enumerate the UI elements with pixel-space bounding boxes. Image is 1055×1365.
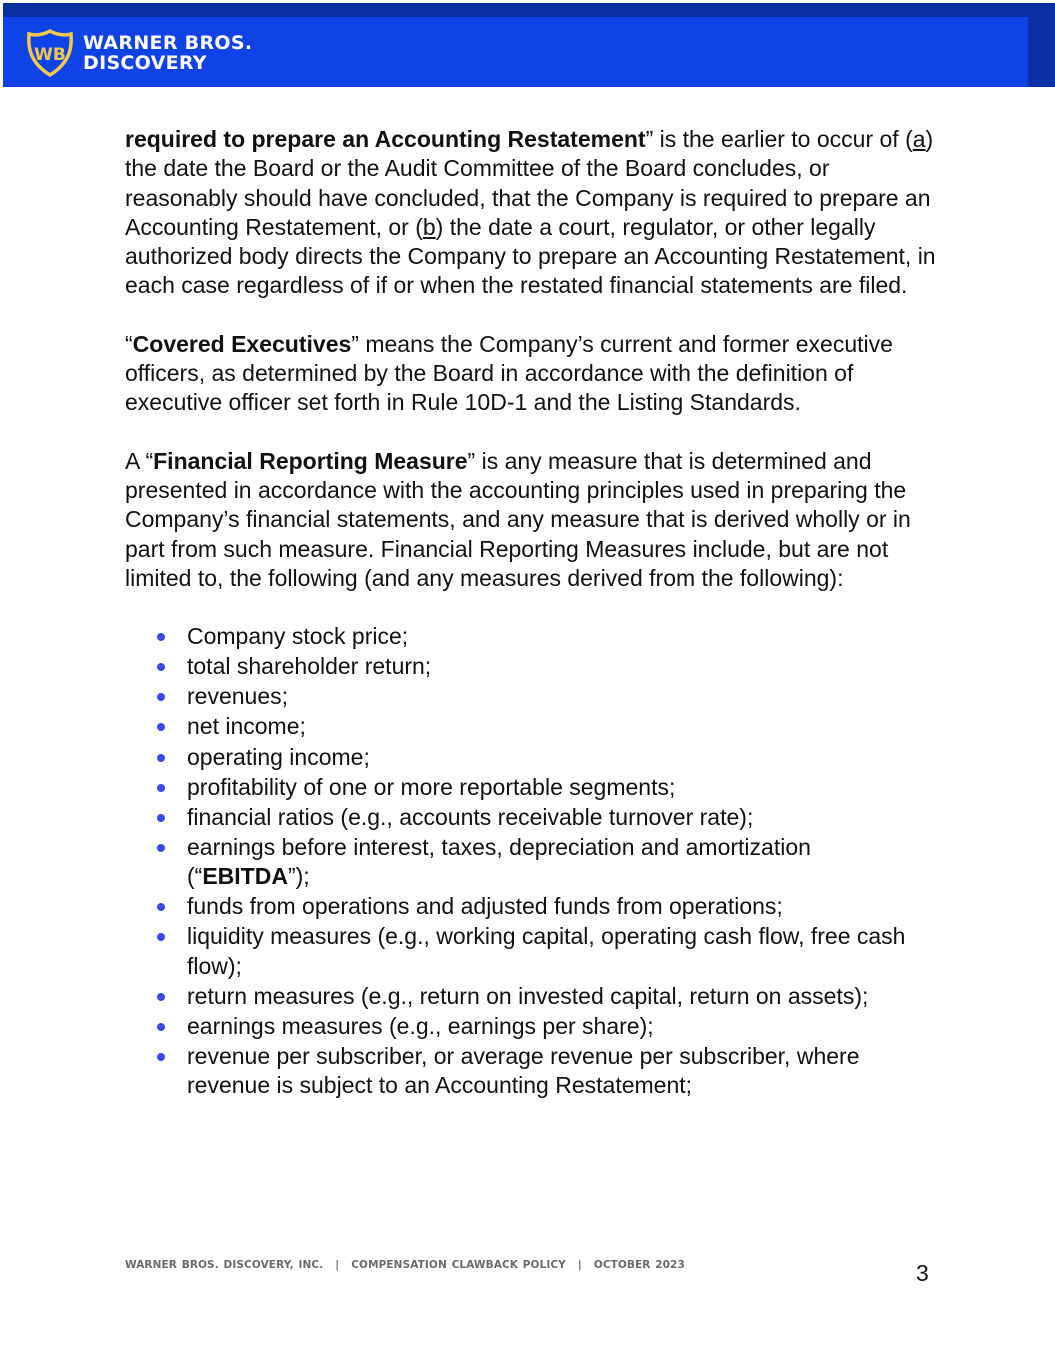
- bullet-icon: [157, 903, 165, 911]
- term-covered-executives: Covered Executives: [132, 330, 352, 357]
- clause-a: a: [912, 126, 926, 152]
- list-item: earnings before interest, taxes, depreciation and amortization (“EBITDA”);: [125, 833, 945, 892]
- list-item: revenues;: [125, 682, 945, 711]
- bullet-icon: [157, 723, 165, 731]
- bullet-icon: [157, 663, 165, 671]
- term-financial-reporting-measure: Financial Reporting Measure: [153, 447, 468, 474]
- header-right-edge: [1028, 3, 1055, 87]
- list-item: liquidity measures (e.g., working capital, operating cash flow, free cash flow);: [125, 922, 945, 981]
- logo-monogram: WB: [34, 45, 66, 65]
- list-item: profitability of one or more reportable segments;: [125, 773, 945, 802]
- list-item: funds from operations and adjusted funds from operations;: [125, 892, 945, 921]
- list-item: earnings measures (e.g., earnings per share);: [125, 1012, 945, 1041]
- measures-list: [125, 622, 945, 1100]
- bullet-icon: [157, 814, 165, 822]
- header-top-edge: [3, 3, 1055, 17]
- footer-separator: |: [577, 1259, 582, 1271]
- brand-line-2: DISCOVERY: [83, 52, 207, 74]
- bullet-icon: [157, 844, 165, 852]
- bullet-icon: [157, 933, 165, 941]
- document-body: [125, 125, 945, 1101]
- list-item: total shareholder return;: [125, 652, 945, 681]
- list-item: financial ratios (e.g., accounts receivable turnover rate);: [125, 803, 945, 832]
- list-item: return measures (e.g., return on invested capital, return on assets);: [125, 982, 945, 1011]
- page-number: 3: [916, 1260, 929, 1286]
- bullet-icon: [157, 1053, 165, 1061]
- bullet-icon: [157, 633, 165, 641]
- term-ebitda: EBITDA: [202, 863, 288, 890]
- brand-logo: [25, 28, 252, 78]
- header-band: [3, 3, 1055, 87]
- bullet-icon: [157, 993, 165, 1001]
- bullet-icon: [157, 1023, 165, 1031]
- definition-restatement-date: required to prepare an Accounting Restatement” is the earlier to occur of (a) the date the Board or the Audit Committee of the Board concludes, or reasonably should have concluded, that the Company is required to prepare an Accounting Restatement, or (b) the date a court, regulator, or other legally authorized body directs the Company to prepare an Accounting Restatement, in each case regardless of if or when the restated financial statements are filed.: [125, 126, 936, 299]
- bullet-icon: [157, 784, 165, 792]
- list-item: revenue per subscriber, or average revenue per subscriber, where revenue is subject to an Accounting Restatement;: [125, 1042, 945, 1101]
- term-restatement: required to prepare an Accounting Restatement: [125, 126, 646, 152]
- bullet-icon: [157, 693, 165, 701]
- bullet-icon: [157, 754, 165, 762]
- wb-shield-icon: [25, 28, 75, 78]
- clause-b: b: [422, 213, 436, 240]
- page-footer: [125, 1259, 685, 1271]
- definition-covered-executives: “Covered Executives” means the Company’s current and former executive officers, as determined by the Board in accordance with the definition of executive officer set forth in Rule 10D-1 and the Listing Standards.: [125, 330, 893, 416]
- brand-line-1: WARNER BROS.: [83, 32, 253, 54]
- list-item: operating income;: [125, 743, 945, 772]
- footer-policy: COMPENSATION CLAWBACK POLICY: [351, 1259, 566, 1271]
- list-item: net income;: [125, 712, 945, 741]
- brand-name: [83, 33, 252, 73]
- footer-separator: |: [335, 1259, 340, 1271]
- footer-company: WARNER BROS. DISCOVERY, INC.: [125, 1259, 324, 1271]
- definition-financial-reporting-measure: A “Financial Reporting Measure” is any measure that is determined and presented in accordance with the accounting principles used in preparing the Company’s financial statements, and any measure that is derived wholly or in part from such measure. Financial Reporting Measures include, but are not limited to, the following (and any measures derived from the following):: [125, 447, 911, 591]
- list-item: Company stock price;: [125, 622, 945, 651]
- footer-date: OCTOBER 2023: [593, 1259, 685, 1271]
